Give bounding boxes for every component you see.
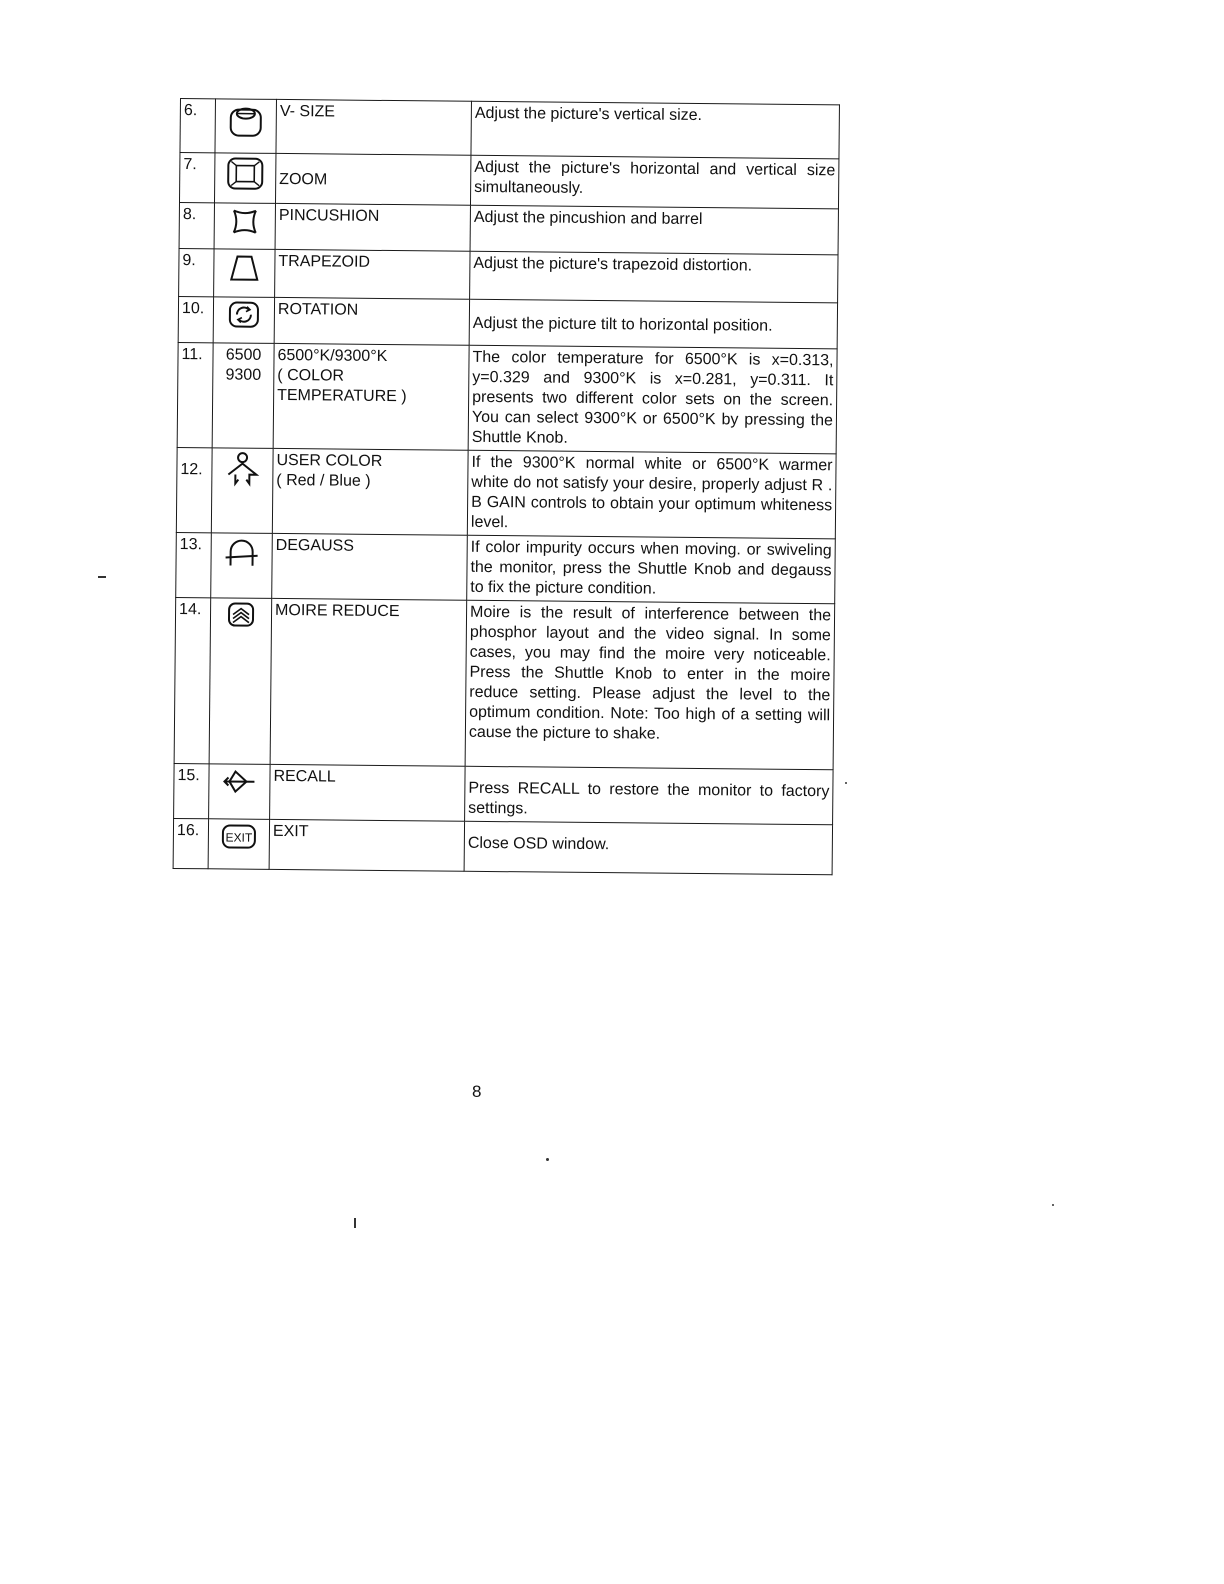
function-name-line: ( Red / Blue )	[276, 471, 371, 490]
function-name: RECALL	[270, 764, 466, 821]
color-temperature-icon	[212, 343, 274, 449]
function-name: V- SIZE	[276, 99, 472, 155]
function-name-line: USER COLOR	[276, 451, 383, 470]
page-number: 8	[472, 1082, 482, 1101]
pincushion-icon	[214, 203, 275, 250]
moire-icon	[209, 598, 272, 765]
function-name	[273, 343, 469, 450]
function-description: Moire is the result of interference between the phosphor layout and the video signal. In some cases, you may find the moire very noticeable. Press the Shuttle Knob to enter in the moire reduce setting. Please adjust the level to the optimum condition. Note: Too high of a setting will cause the picture to shake.	[465, 600, 835, 770]
function-name	[272, 448, 468, 535]
function-description: Adjust the pincushion and barrel	[470, 205, 838, 255]
table-row	[178, 296, 837, 348]
osd-function-table	[173, 98, 840, 875]
user-color-icon	[211, 448, 273, 534]
color-temp-9300-label: 9300	[225, 366, 262, 384]
row-number: 12.	[176, 447, 212, 532]
rotation-icon	[213, 297, 274, 344]
row-number: 10.	[178, 296, 213, 342]
function-description: The color temperature for 6500°K is x=0.313, y=0.329 and 9300°K is x=0.281, y=0.311. It presents two different color sets on the screen. You can select 9300°K or 6500°K by pressing the Shuttle Knob.	[468, 345, 837, 454]
function-description: Adjust the picture's horizontal and vertical size simultaneously.	[470, 155, 838, 209]
function-description: Adjust the picture's trapezoid distortion.	[470, 251, 838, 303]
table-row	[174, 763, 833, 824]
function-name-line: ( COLOR	[277, 366, 345, 385]
trapezoid-icon	[214, 249, 275, 298]
table-row	[176, 447, 836, 538]
function-name: ROTATION	[274, 297, 469, 345]
table-row	[179, 202, 838, 254]
function-name: TRAPEZOID	[275, 249, 470, 299]
function-description: Press RECALL to restore the monitor to factory settings.	[465, 766, 834, 825]
function-name: EXIT	[269, 819, 464, 871]
exit-icon	[208, 819, 269, 870]
row-number: 14.	[174, 597, 211, 763]
table-row	[174, 597, 835, 769]
row-number: 11.	[177, 342, 213, 447]
scan-speck	[845, 782, 847, 784]
row-number: 16.	[173, 818, 208, 868]
row-number: 15.	[174, 763, 210, 818]
row-number: 6.	[180, 99, 216, 153]
table-row	[179, 153, 838, 209]
exit-icon-label: EXIT	[225, 830, 253, 845]
function-name: ZOOM	[275, 153, 470, 205]
function-description: Adjust the picture's vertical size.	[471, 101, 840, 159]
scan-speck	[546, 1158, 549, 1161]
row-number: 7.	[179, 153, 214, 203]
table-row	[177, 342, 837, 453]
v-size-icon	[215, 99, 277, 154]
row-number: 8.	[179, 202, 214, 248]
function-description: Close OSD window.	[464, 821, 832, 875]
function-name: DEGAUSS	[272, 533, 468, 600]
table-row	[180, 99, 839, 159]
function-name: MOIRE REDUCE	[270, 598, 467, 766]
function-description: Adjust the picture tilt to horizontal position.	[469, 299, 837, 349]
table-row	[179, 248, 838, 302]
function-name: PINCUSHION	[275, 203, 470, 251]
function-name-line: 6500°K/9300°K	[277, 346, 388, 366]
table-row	[173, 818, 832, 874]
degauss-icon	[211, 533, 273, 599]
zoom-icon	[214, 153, 275, 204]
function-name-line: TEMPERATURE )	[277, 386, 407, 406]
table-row	[176, 532, 836, 603]
color-temp-6500-label: 6500	[225, 346, 262, 364]
row-number: 9.	[179, 248, 214, 296]
function-description: If the 9300°K normal white or 6500°K warmer white do not satisfy your desire, properly adjust R . B GAIN controls to obtain your optimum whiteness level.	[467, 450, 836, 539]
scan-speck	[354, 1218, 356, 1228]
scan-speck	[1052, 1204, 1054, 1206]
function-description: If color impurity occurs when moving. or swiveling the monitor, press the Shuttle Knob and degauss to fix the picture condition.	[467, 535, 836, 604]
scan-speck	[98, 576, 106, 578]
recall-icon	[209, 764, 271, 820]
row-number: 13.	[176, 532, 212, 597]
